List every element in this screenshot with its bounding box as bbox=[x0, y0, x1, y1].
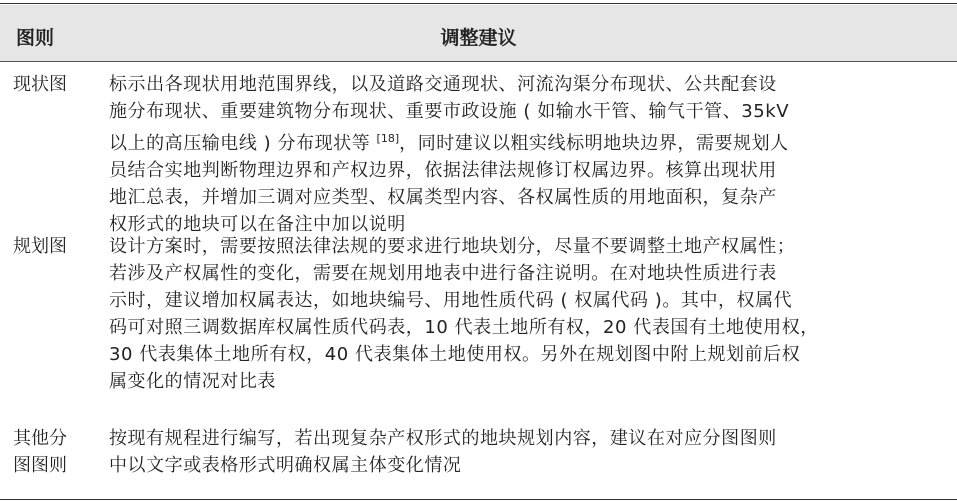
text-line: 中以文字或表格形式明确权属主体变化情况 bbox=[109, 455, 462, 476]
text-line: 标示出各现状用地范围界线，以及道路交通现状、河流沟渠分布现状、公共配套设 bbox=[109, 74, 777, 95]
row-label-line: 图图则 bbox=[13, 455, 67, 476]
text-line: 示时，建议增加权属表达，如地块编号、用地性质代码 ( 权属代码 )。其中，权属代 bbox=[109, 290, 793, 311]
table-header-rule bbox=[0, 61, 957, 62]
text-line: 属变化的情况对比表 bbox=[109, 371, 276, 392]
row-text-planning-map bbox=[109, 233, 955, 395]
text-segment: ，同时建议以粗实线标明地块边界，需要规划人 bbox=[399, 133, 789, 154]
text-line: 权形式的地块可以在备注中加以说明 bbox=[109, 214, 406, 235]
table-top-rule bbox=[0, 3, 957, 4]
text-segment: 以上的高压输电线 ) 分布现状等 bbox=[109, 133, 371, 154]
header-column-plan: 图则 bbox=[16, 27, 55, 49]
table-bottom-rule bbox=[0, 499, 957, 500]
text-line bbox=[109, 125, 955, 157]
text-line: 地汇总表，并增加三调对应类型、权属类型内容、各权属性质的用地面积，复杂产 bbox=[109, 187, 777, 208]
row-label-planning-map: 规划图 bbox=[13, 236, 67, 257]
text-line: 员结合实地判断物理边界和产权边界，依据法律法规修订权属边界。核算出现状用 bbox=[109, 160, 777, 181]
row-label-current-status-map: 现状图 bbox=[13, 74, 67, 95]
row-text-current-status-map bbox=[109, 71, 955, 238]
row-text-other-sub-maps bbox=[109, 425, 955, 479]
text-line: 30 代表集体土地所有权，40 代表集体土地使用权。另外在规划图中附上规划前后权 bbox=[109, 344, 801, 365]
text-line: 设计方案时，需要按照法律法规的要求进行地块划分，尽量不要调整土地产权属性； bbox=[109, 236, 796, 257]
text-line: 施分布现状、重要建筑物分布现状、重要市政设施 ( 如输水干管、输气干管、35kV bbox=[109, 101, 790, 122]
text-line: 码可对照三调数据库权属性质代码表，10 代表土地所有权，20 代表国有土地使用权， bbox=[109, 317, 819, 338]
header-column-advice: 调整建议 bbox=[440, 27, 517, 49]
row-label-line: 其他分 bbox=[13, 428, 67, 449]
reference-marker: [18] bbox=[376, 132, 400, 145]
text-line: 若涉及产权属性的变化，需要在规划用地表中进行备注说明。在对地块性质进行表 bbox=[109, 263, 777, 284]
row-label-other-sub-maps bbox=[13, 425, 93, 479]
text-line: 按现有规程进行编写，若出现复杂产权形式的地块规划内容，建议在对应分图图则 bbox=[109, 428, 777, 449]
